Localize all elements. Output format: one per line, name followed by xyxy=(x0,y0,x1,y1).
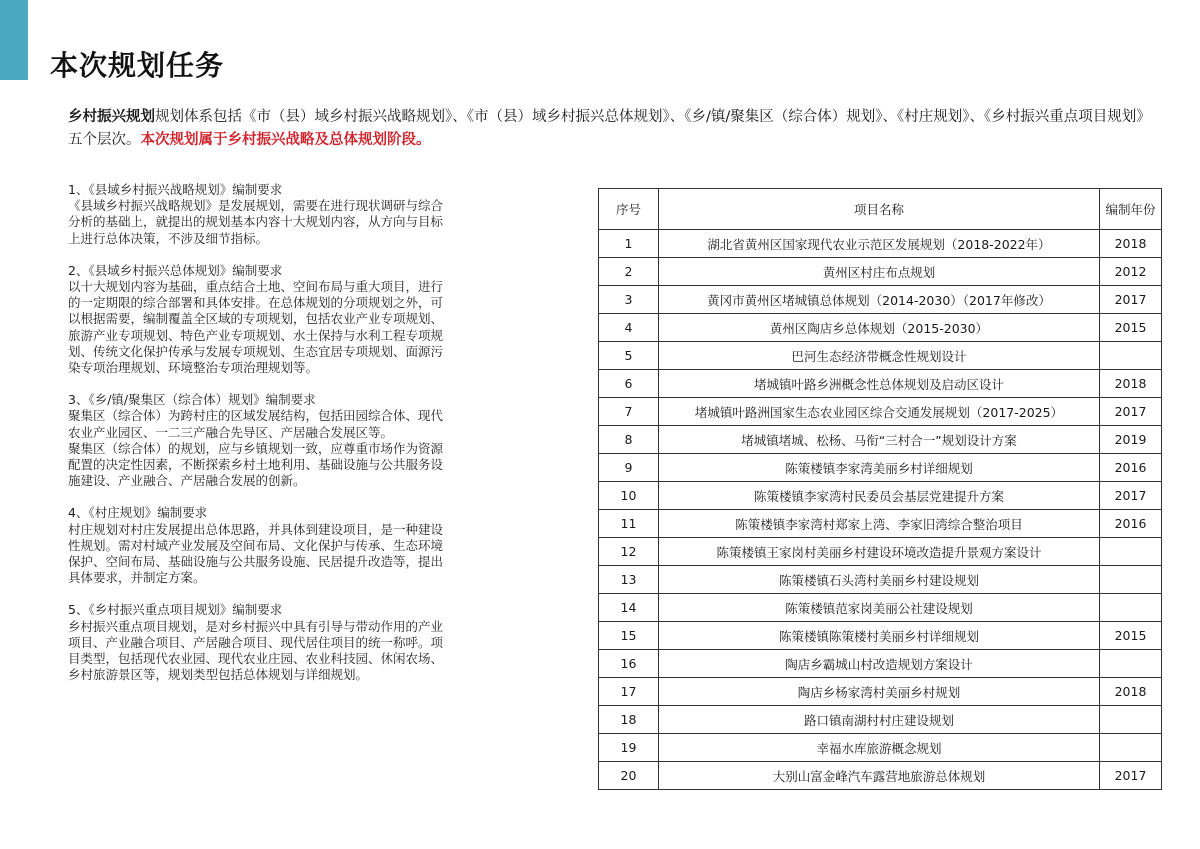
cell-index: 11 xyxy=(599,510,659,538)
cell-project-name: 陈策楼镇李家湾村民委员会基层党建提升方案 xyxy=(659,482,1100,510)
table-row xyxy=(599,594,1162,622)
table-row xyxy=(599,258,1162,286)
requirement-section xyxy=(68,505,568,586)
cell-project-name: 堵城镇叶路乡洲概念性总体规划及启动区设计 xyxy=(659,370,1100,398)
cell-project-name: 陶店乡杨家湾村美丽乡村规划 xyxy=(659,678,1100,706)
cell-year: 2017 xyxy=(1100,398,1162,426)
cell-project-name: 堵城镇叶路洲国家生态农业园区综合交通发展规划（2017-2025） xyxy=(659,398,1100,426)
accent-bar xyxy=(0,0,28,80)
cell-index: 20 xyxy=(599,762,659,790)
page-title: 本次规划任务 xyxy=(50,49,225,82)
table-row xyxy=(599,538,1162,566)
cell-index: 9 xyxy=(599,454,659,482)
cell-year xyxy=(1100,706,1162,734)
cell-index: 6 xyxy=(599,370,659,398)
cell-year xyxy=(1100,538,1162,566)
cell-index: 13 xyxy=(599,566,659,594)
table-row xyxy=(599,482,1162,510)
cell-index: 7 xyxy=(599,398,659,426)
section-text-line: 以根据需要，编制覆盖全区域的专项规划，包括农业产业专项规划、 xyxy=(68,311,444,327)
cell-year: 2017 xyxy=(1100,286,1162,314)
cell-index: 2 xyxy=(599,258,659,286)
section-text-line: 具体要求，并制定方案。 xyxy=(68,570,206,586)
section-text-line: 划、传统文化保护传承与发展专项规划、生态宜居专项规划、面源污 xyxy=(68,343,444,359)
section-heading: 5、《乡村振兴重点项目规划》编制要求 xyxy=(68,602,283,618)
cell-project-name: 巴河生态经济带概念性规划设计 xyxy=(659,342,1100,370)
intro-lead: 乡村振兴规划 xyxy=(68,109,155,125)
cell-index: 18 xyxy=(599,706,659,734)
cell-index: 12 xyxy=(599,538,659,566)
intro-paragraph xyxy=(68,106,1148,152)
cell-project-name: 湖北省黄州区国家现代农业示范区发展规划（2018-2022年） xyxy=(659,230,1100,258)
cell-year: 2016 xyxy=(1100,510,1162,538)
table-row xyxy=(599,426,1162,454)
cell-project-name: 黄州区陶店乡总体规划（2015-2030） xyxy=(659,314,1100,342)
cell-project-name: 堵城镇堵城、松杨、马衔“三村合一”规划设计方案 xyxy=(659,426,1100,454)
section-text-line: 保护、空间布局、基础设施与公共服务设施、民居提升改造等，提出 xyxy=(68,554,444,570)
section-text-line: 项目、产业融合项目、产居融合项目、现代居住项目的统一称呼。项 xyxy=(68,634,444,650)
cell-project-name: 陈策楼镇陈策楼村美丽乡村详细规划 xyxy=(659,622,1100,650)
cell-index: 10 xyxy=(599,482,659,510)
cell-project-name: 陈策楼镇范家岗美丽公社建设规划 xyxy=(659,594,1100,622)
section-heading: 4、《村庄规划》编制要求 xyxy=(68,505,208,521)
requirement-section xyxy=(68,263,568,376)
section-text-line: 的一定期限的综合部署和具体安排。在总体规划的分项规划之外，可 xyxy=(68,295,444,311)
cell-year xyxy=(1100,734,1162,762)
section-text-line: 旅游产业专项规划、特色产业专项规划、水土保持与水利工程专项规 xyxy=(68,327,444,343)
cell-project-name: 大别山富金峰汽车露营地旅游总体规划 xyxy=(659,762,1100,790)
section-text-line: 目类型，包括现代农业园、现代农业庄园、农业科技园、休闲农场、 xyxy=(68,651,444,667)
header-index: 序号 xyxy=(599,189,659,230)
cell-index: 5 xyxy=(599,342,659,370)
section-text-line: 村庄规划对村庄发展提出总体思路，并具体到建设项目，是一种建设 xyxy=(68,521,444,537)
cell-index: 16 xyxy=(599,650,659,678)
section-text-line: 施建设、产业融合、产居融合发展的创新。 xyxy=(68,473,306,489)
requirement-section xyxy=(68,182,568,247)
section-heading: 3、《乡/镇/聚集区（综合体）规划》编制要求 xyxy=(68,392,316,408)
header-name: 项目名称 xyxy=(659,189,1100,230)
table-row xyxy=(599,286,1162,314)
table-row xyxy=(599,370,1162,398)
section-text-line: 以十大规划内容为基础，重点结合土地、空间布局与重大项目，进行 xyxy=(68,279,444,295)
cell-year: 2019 xyxy=(1100,426,1162,454)
table-row xyxy=(599,342,1162,370)
cell-index: 17 xyxy=(599,678,659,706)
table-row xyxy=(599,734,1162,762)
cell-index: 8 xyxy=(599,426,659,454)
cell-year: 2018 xyxy=(1100,370,1162,398)
projects-table xyxy=(598,188,1162,790)
cell-year: 2018 xyxy=(1100,678,1162,706)
table-row xyxy=(599,706,1162,734)
requirements-list xyxy=(68,182,568,699)
cell-year: 2015 xyxy=(1100,622,1162,650)
intro-highlight: 本次规划属于乡村振兴战略及总体规划阶段。 xyxy=(140,132,431,148)
table-row xyxy=(599,510,1162,538)
section-text-line: 聚集区（综合体）的规划，应与乡镇规划一致，应尊重市场作为资源 xyxy=(68,440,444,456)
section-text-line: 聚集区（综合体）为跨村庄的区域发展结构，包括田园综合体、现代 xyxy=(68,408,444,424)
cell-index: 3 xyxy=(599,286,659,314)
table-row xyxy=(599,762,1162,790)
cell-year: 2016 xyxy=(1100,454,1162,482)
table-row xyxy=(599,454,1162,482)
cell-year xyxy=(1100,650,1162,678)
section-text-line: 农业产业园区、一二三产融合先导区、产居融合发展区等。 xyxy=(68,424,394,440)
cell-project-name: 黄州区村庄布点规划 xyxy=(659,258,1100,286)
cell-year: 2017 xyxy=(1100,762,1162,790)
cell-project-name: 陈策楼镇王家岗村美丽乡村建设环境改造提升景观方案设计 xyxy=(659,538,1100,566)
section-text-line: 配置的决定性因素，不断探索乡村土地利用、基础设施与公共服务设 xyxy=(68,457,444,473)
table-row xyxy=(599,314,1162,342)
cell-project-name: 幸福水库旅游概念规划 xyxy=(659,734,1100,762)
requirement-section xyxy=(68,392,568,489)
cell-index: 1 xyxy=(599,230,659,258)
cell-year: 2012 xyxy=(1100,258,1162,286)
section-text-line: 染专项治理规划、环境整治专项治理规划等。 xyxy=(68,360,319,376)
cell-year xyxy=(1100,566,1162,594)
table-header-row xyxy=(599,189,1162,230)
cell-year: 2017 xyxy=(1100,482,1162,510)
cell-index: 19 xyxy=(599,734,659,762)
section-text-line: 上进行总体决策，不涉及细节指标。 xyxy=(68,230,269,246)
table-row xyxy=(599,650,1162,678)
section-text-line: 分析的基础上，就提出的规划基本内容十大规划内容，从方向与目标 xyxy=(68,214,444,230)
cell-project-name: 陶店乡霸城山村改造规划方案设计 xyxy=(659,650,1100,678)
cell-project-name: 路口镇南湖村村庄建设规划 xyxy=(659,706,1100,734)
table-row xyxy=(599,566,1162,594)
cell-year xyxy=(1100,594,1162,622)
header-year: 编制年份 xyxy=(1100,189,1162,230)
intro-text: 规划体系包括《市（县）域乡村振兴战略规划》、《市（县）域乡村振兴总体规划》、《乡/镇/聚集区（综合体）规划》、《村庄规划》、《乡村振兴重点项目规划》五个层次。 xyxy=(68,109,1144,148)
section-heading: 2、《县域乡村振兴总体规划》编制要求 xyxy=(68,262,283,278)
cell-year xyxy=(1100,342,1162,370)
cell-project-name: 陈策楼镇李家湾村郑家上湾、李家旧湾综合整治项目 xyxy=(659,510,1100,538)
cell-index: 14 xyxy=(599,594,659,622)
cell-index: 15 xyxy=(599,622,659,650)
section-text-line: 乡村振兴重点项目规划，是对乡村振兴中具有引导与带动作用的产业 xyxy=(68,618,444,634)
table-row xyxy=(599,678,1162,706)
section-text-line: 《县域乡村振兴战略规划》是发展规划，需要在进行现状调研与综合 xyxy=(68,198,444,214)
cell-project-name: 陈策楼镇李家湾美丽乡村详细规划 xyxy=(659,454,1100,482)
section-text-line: 乡村旅游景区等，规划类型包括总体规划与详细规划。 xyxy=(68,667,369,683)
table-row xyxy=(599,230,1162,258)
cell-year: 2018 xyxy=(1100,230,1162,258)
section-text-line: 性规划。需对村域产业发展及空间布局、文化保护与传承、生态环境 xyxy=(68,537,444,553)
cell-index: 4 xyxy=(599,314,659,342)
cell-project-name: 陈策楼镇石头湾村美丽乡村建设规划 xyxy=(659,566,1100,594)
cell-project-name: 黄冈市黄州区堵城镇总体规划（2014-2030）（2017年修改） xyxy=(659,286,1100,314)
requirement-section xyxy=(68,602,568,683)
table-row xyxy=(599,398,1162,426)
table-row xyxy=(599,622,1162,650)
cell-year: 2015 xyxy=(1100,314,1162,342)
section-heading: 1、《县域乡村振兴战略规划》编制要求 xyxy=(68,182,283,197)
